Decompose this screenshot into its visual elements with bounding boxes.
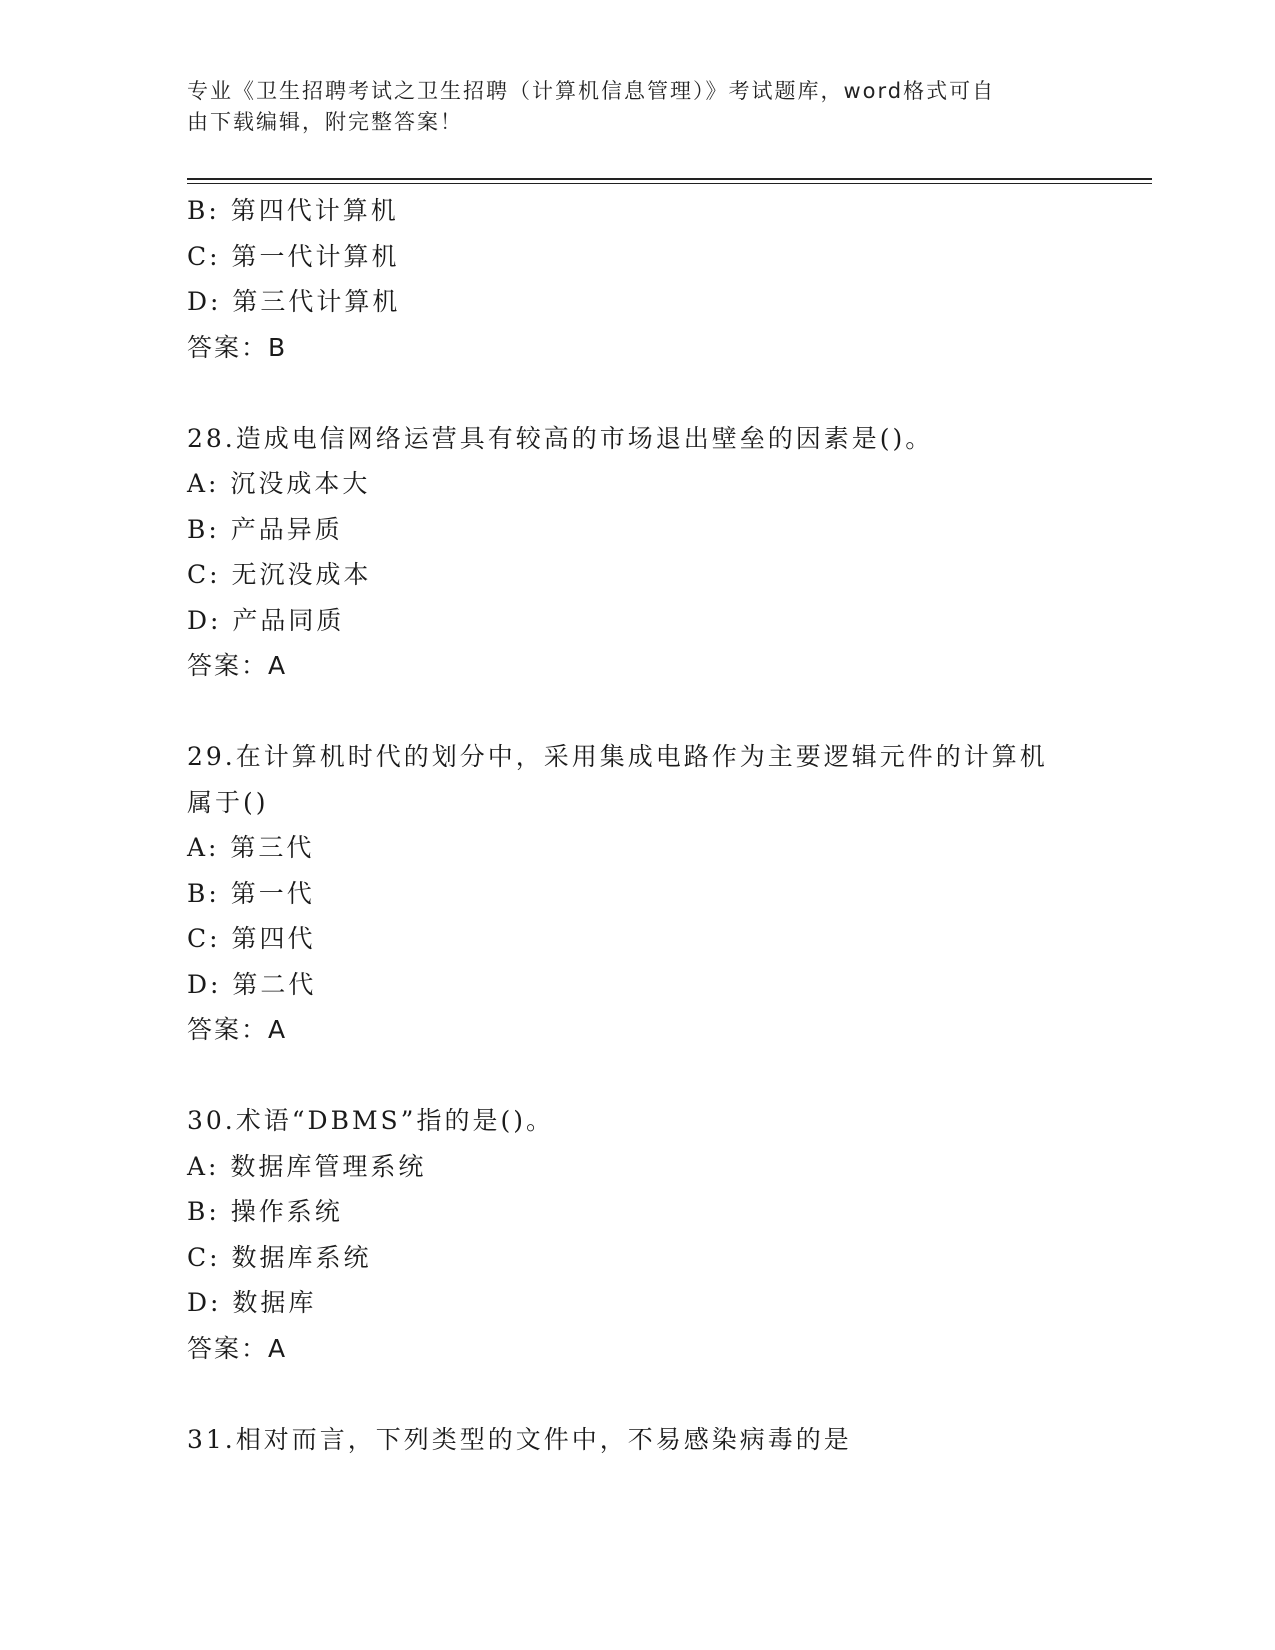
spacer — [187, 1053, 1087, 1099]
option-a: A: 数据库管理系统 — [187, 1151, 427, 1181]
header-divider-thin — [187, 183, 1152, 184]
question-30 — [187, 1098, 1087, 1371]
question-28 — [187, 416, 1087, 689]
question-stem: 31.相对而言，下列类型的文件中，不易感染病毒的是 — [187, 1424, 852, 1454]
question-stem: 28.造成电信网络运营具有较高的市场退出壁垒的因素是()。 — [187, 423, 934, 453]
option-c: C: 第四代 — [187, 924, 316, 953]
option-b: B: 操作系统 — [187, 1197, 343, 1226]
option-c: C: 数据库系统 — [187, 1242, 372, 1272]
spacer — [187, 370, 1087, 416]
option-d: D: 产品同质 — [187, 605, 345, 635]
option-c: C: 无沉没成本 — [187, 560, 372, 589]
option-a: A: 第三代 — [187, 833, 315, 862]
document-header — [187, 76, 1067, 138]
question-stem: 30.术语“DBMS”指的是()。 — [187, 1106, 554, 1135]
answer-line: 答案：B — [187, 332, 288, 362]
option-b: B: 产品异质 — [187, 514, 343, 544]
option-c: C: 第一代计算机 — [187, 241, 400, 271]
header-line-2: 由下载编辑，附完整答案！ — [187, 110, 463, 134]
answer-line: 答案：A — [187, 1015, 288, 1044]
question-27-partial — [187, 188, 1087, 370]
header-line-1: 专业《卫生招聘考试之卫生招聘（计算机信息管理）》考试题库，word格式可自 — [187, 79, 996, 103]
question-stem-continued: 属于() — [187, 787, 269, 817]
question-31 — [187, 1417, 1087, 1463]
header-divider-thick — [187, 178, 1152, 180]
option-d: D: 第二代 — [187, 969, 317, 999]
answer-line: 答案：A — [187, 651, 288, 680]
spacer — [187, 689, 1087, 735]
answer-line: 答案：A — [187, 1333, 288, 1363]
question-stem: 29.在计算机时代的划分中，采用集成电路作为主要逻辑元件的计算机 — [187, 742, 1048, 771]
spacer — [187, 1371, 1087, 1417]
option-d: D: 数据库 — [187, 1288, 317, 1317]
question-list — [187, 188, 1087, 1462]
option-d: D: 第三代计算机 — [187, 287, 401, 316]
option-a: A: 沉没成本大 — [187, 469, 371, 498]
option-b: B: 第四代计算机 — [187, 196, 399, 225]
question-29 — [187, 734, 1087, 1053]
option-b: B: 第一代 — [187, 878, 315, 908]
